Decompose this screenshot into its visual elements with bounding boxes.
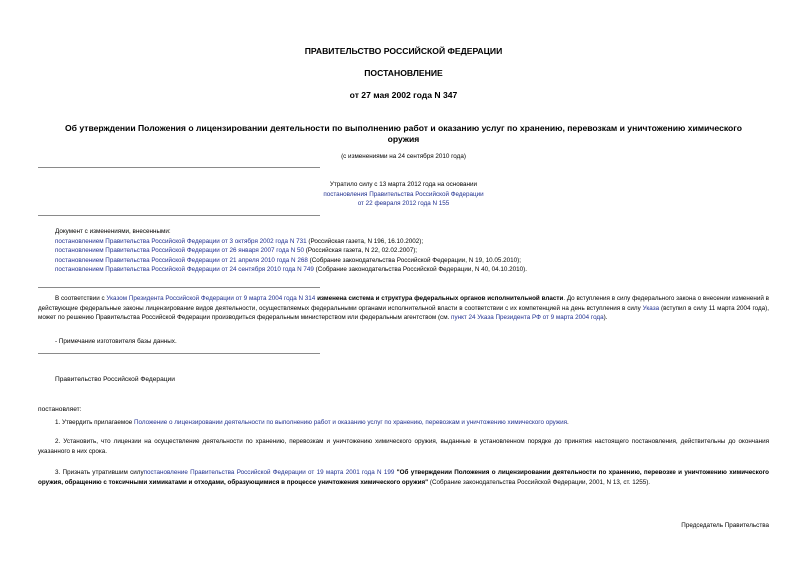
note-text: . До вступления в силу федерального закона о внесении изменений в действующие федеральные законы лицензирование видов деятельности, осуществляемых федеральными органами исполнительной власти в соответствии с их компетенцией на день вступления в силу: [38, 295, 770, 312]
signature-title: Председатель Правительства: [681, 522, 769, 529]
repeal-link-decree[interactable]: постановления Правительства Российской Федерации: [323, 190, 484, 198]
changes-intro: Документ с изменениями, внесенными:: [55, 228, 171, 235]
clause-text: (Собрание законодательства Российской Федерации, 2001, N 13, ст. 1255).: [428, 478, 651, 486]
clause-bold: "Об утверждении Положения о лицензировании деятельности по хранению, перевозке и уничтожению химического оружия, обращению с токсичными химикатами и отходами, образующимися в процессе уничтожения химического оружия": [38, 469, 769, 486]
change-link[interactable]: постановлением Правительства Российской Федерации от 3 октября 2002 года N 731: [55, 237, 307, 245]
change-source: (Собрание законодательства Российской Федерации, N 19, 10.05.2010);: [307, 256, 521, 264]
list-item: [55, 256, 755, 266]
decree-link[interactable]: Указом Президента Российской Федерации от 9 марта 2004 года N 314: [106, 295, 316, 302]
decree-short-link[interactable]: Указа: [642, 304, 660, 312]
amendment-note: (с изменениями на 24 сентября 2010 года): [341, 153, 466, 160]
editor-note: [38, 294, 769, 323]
clause-3: [38, 468, 769, 487]
change-link[interactable]: постановлением Правительства Российской Федерации от 21 апреля 2010 года N 268: [55, 256, 308, 264]
decrees-line: постановляет:: [38, 406, 82, 413]
repealed-decree-link[interactable]: постановление Правительства Российской Федерации от 19 марта 2001 года N 199: [143, 469, 395, 476]
clause-2: 2. Установить, что лицензии на осуществление деятельности по хранению, перевозкам и уничтожению химического оружия, выданные в установленном порядке до принятия настоящего постановления, действительны до окончания указанного в них срока.: [38, 438, 769, 455]
list-item: [55, 246, 755, 256]
government-line: Правительство Российской Федерации: [55, 376, 175, 383]
note-text: ).: [603, 314, 608, 321]
note-bold: изменена система и структура федеральных органов исполнительной власти: [315, 295, 564, 302]
repeal-line: Утратило силу с 13 марта 2012 года на основании: [329, 181, 478, 188]
decree-clause-link[interactable]: пункт 24 Указа Президента РФ от 9 марта 2004 года: [451, 314, 604, 321]
divider: [38, 215, 320, 216]
change-link[interactable]: постановлением Правительства Российской Федерации от 24 сентября 2010 года N 749: [55, 266, 314, 273]
document-title-line-1: Об утверждении Положения о лицензировании деятельности по выполнению работ и оказанию услуг по хранению, перевозкам и уничтожению химического: [64, 123, 743, 133]
change-link[interactable]: постановлением Правительства Российской Федерации от 26 января 2007 года N 50: [55, 247, 305, 254]
document-title-line-2: оружия: [387, 134, 420, 144]
editor-note-sign: - Примечание изготовителя базы данных.: [55, 338, 177, 345]
government-heading: ПРАВИТЕЛЬСТВО РОССИЙСКОЙ ФЕДЕРАЦИИ: [304, 46, 503, 56]
repeal-note: [0, 180, 807, 209]
document-type: ПОСТАНОВЛЕНИЕ: [364, 68, 443, 78]
divider: [38, 287, 320, 288]
list-item: [55, 237, 755, 247]
clause-text: .: [567, 419, 569, 426]
divider: [38, 353, 320, 354]
list-item: [55, 265, 755, 275]
clause-text: 1. Утвердить прилагаемое: [55, 419, 134, 426]
changes-list: [55, 227, 755, 275]
change-source: (Собрание законодательства Российской Федерации, N 40, 04.10.2010).: [313, 266, 528, 273]
clause-text: 3. Признать утратившим силу: [55, 469, 144, 476]
repeal-link-date[interactable]: от 22 февраля 2012 года N 155: [357, 200, 450, 207]
change-source: (Российская газета, N 196, 16.10.2002);: [306, 237, 424, 245]
note-text: В соответствии с: [55, 295, 107, 302]
change-source: (Российская газета, N 22, 02.02.2007);: [304, 247, 418, 254]
divider: [38, 167, 320, 168]
note-text: (вступил в силу 11 марта 2004 года), может по решению Правительства Российской Федерации производиться федеральным министерством или федеральным агентством (см.: [38, 304, 769, 321]
document-date-number: от 27 мая 2002 года N 347: [349, 90, 458, 100]
clause-1: [55, 418, 769, 428]
regulation-link[interactable]: Положение о лицензировании деятельности по выполнению работ и оказанию услуг по хранению, перевозкам и уничтожению химического оружия: [133, 419, 568, 426]
